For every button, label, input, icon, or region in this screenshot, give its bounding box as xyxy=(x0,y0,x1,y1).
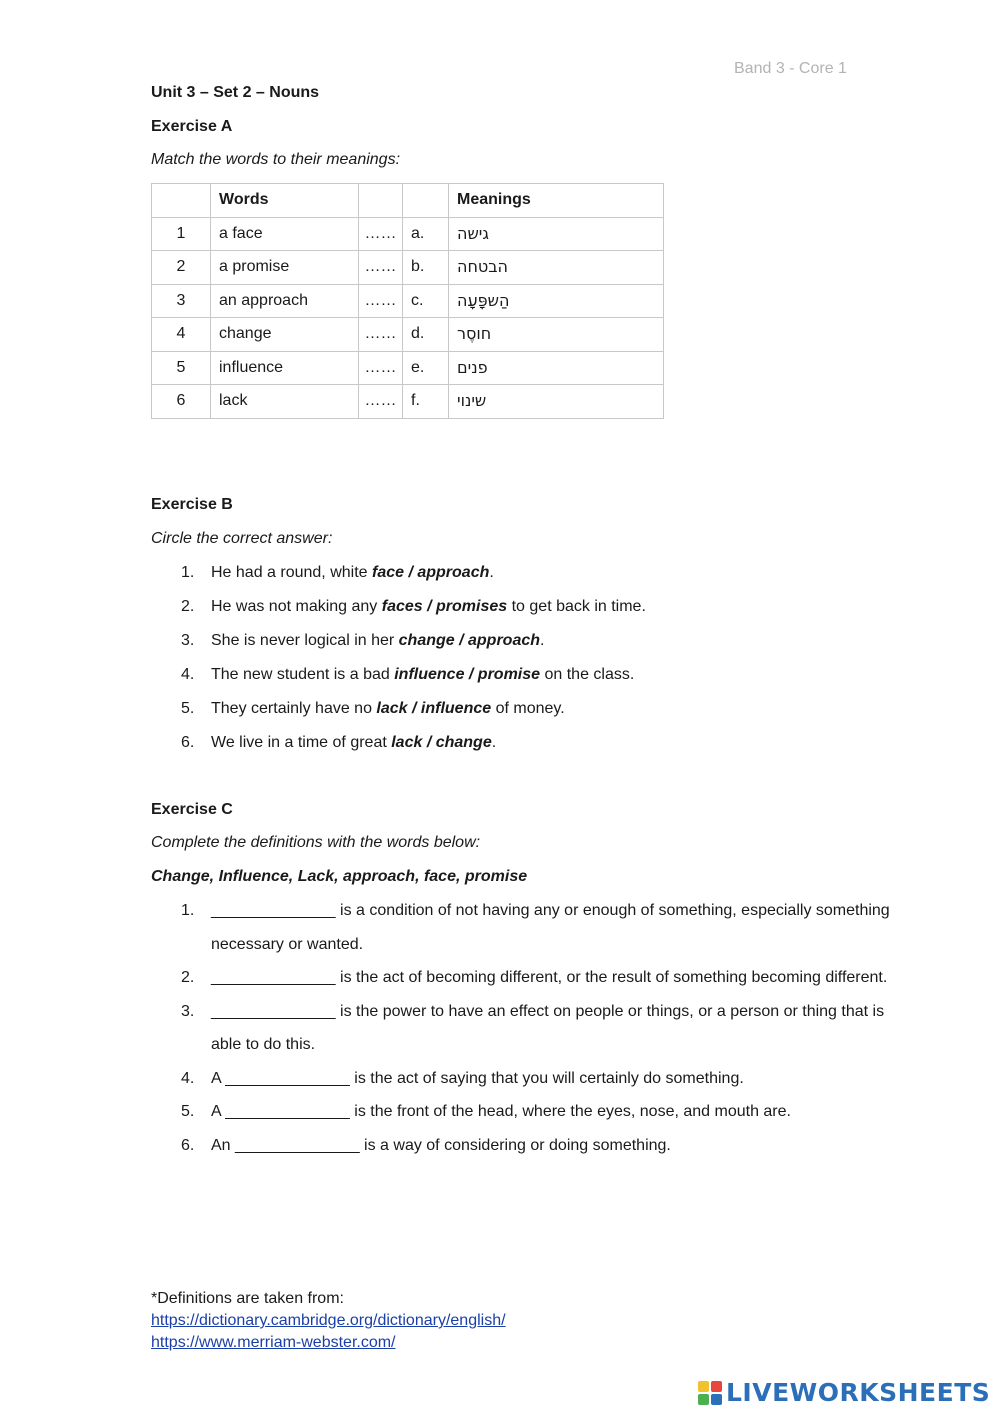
list-item xyxy=(151,961,911,995)
row-word: a face xyxy=(211,217,359,251)
row-meaning xyxy=(449,385,664,419)
header-cell-blank xyxy=(359,184,403,218)
row-answer-blank[interactable]: …… xyxy=(359,251,403,285)
row-answer-blank[interactable]: …… xyxy=(359,217,403,251)
word-bank: Change, Influence, Lack, approach, face, promise xyxy=(151,868,528,885)
item-number: 1. xyxy=(181,564,195,581)
list-item xyxy=(151,995,911,1062)
row-number: 1 xyxy=(152,217,211,251)
definition-text[interactable]: A ______________ is the act of saying that you will certainly do something. xyxy=(211,1069,744,1087)
answer-choice[interactable]: faces / promises xyxy=(381,598,508,615)
exercise-b-instruction: Circle the correct answer: xyxy=(151,530,333,547)
row-answer-blank[interactable]: …… xyxy=(359,385,403,419)
item-text-after: . xyxy=(540,632,545,649)
item-text-after: of money. xyxy=(491,700,565,717)
matching-table xyxy=(151,183,664,419)
exercise-b-list xyxy=(151,565,646,769)
answer-choice[interactable]: lack / change xyxy=(391,734,492,751)
item-text-before: The new student is a bad xyxy=(211,666,395,683)
row-word: an approach xyxy=(211,284,359,318)
row-number: 4 xyxy=(152,318,211,352)
item-text-after: to get back in time. xyxy=(507,598,646,615)
item-number: 2. xyxy=(181,598,195,615)
list-item xyxy=(151,1062,911,1096)
item-number: 5. xyxy=(181,1103,195,1120)
list-item xyxy=(151,1129,911,1163)
table-row xyxy=(152,385,664,419)
table-row xyxy=(152,351,664,385)
hebrew-meaning: הַשפָּעָה xyxy=(457,290,510,310)
list-item xyxy=(151,667,646,701)
hebrew-meaning: שינוי xyxy=(457,391,487,411)
list-item xyxy=(151,633,646,667)
list-item xyxy=(151,701,646,735)
answer-choice[interactable]: influence / promise xyxy=(394,666,541,683)
header-cell-num xyxy=(152,184,211,218)
list-item xyxy=(151,565,646,599)
hebrew-meaning: חוסֶר xyxy=(457,324,492,344)
row-word: a promise xyxy=(211,251,359,285)
logo-text: LIVEWORKSHEETS xyxy=(726,1378,991,1407)
row-letter: c. xyxy=(403,284,449,318)
exercise-c-list xyxy=(151,894,911,1162)
exercise-b-heading: Exercise B xyxy=(151,496,233,513)
definition-text[interactable]: ______________ is the act of becoming different, or the result of something becoming different. xyxy=(211,969,888,986)
definition-text[interactable]: An ______________ is a way of considering or doing something. xyxy=(211,1136,671,1154)
row-letter: d. xyxy=(403,318,449,352)
exercise-a-instruction: Match the words to their meanings: xyxy=(151,151,401,168)
item-text-before: We live in a time of great xyxy=(211,734,392,751)
row-word: influence xyxy=(211,351,359,385)
footer-note: *Definitions are taken from: xyxy=(151,1290,344,1307)
row-letter: a. xyxy=(403,217,449,251)
definition-text[interactable]: A ______________ is the front of the head, where the eyes, nose, and mouth are. xyxy=(211,1103,791,1120)
item-number: 2. xyxy=(181,969,195,986)
row-letter: b. xyxy=(403,251,449,285)
list-item xyxy=(151,1095,911,1129)
item-number: 6. xyxy=(181,1136,195,1154)
exercise-c-heading: Exercise C xyxy=(151,801,233,818)
hebrew-meaning: פנים xyxy=(457,357,488,377)
exercise-c-instruction: Complete the definitions with the words below: xyxy=(151,834,481,851)
merriam-webster-link[interactable]: https://www.merriam-webster.com/ xyxy=(151,1334,396,1351)
list-item xyxy=(151,894,911,961)
table-header-row xyxy=(152,184,664,218)
header-band-label: Band 3 - Core 1 xyxy=(734,60,847,77)
row-word: lack xyxy=(211,385,359,419)
row-word: change xyxy=(211,318,359,352)
list-item xyxy=(151,735,646,769)
row-answer-blank[interactable]: …… xyxy=(359,284,403,318)
header-cell-letter xyxy=(403,184,449,218)
row-answer-blank[interactable]: …… xyxy=(359,318,403,352)
header-cell-words: Words xyxy=(211,184,359,218)
hebrew-meaning: הבטחה xyxy=(457,257,508,277)
row-number: 3 xyxy=(152,284,211,318)
item-text-before: She is never logical in her xyxy=(211,632,399,649)
answer-choice[interactable]: lack / influence xyxy=(376,700,492,717)
item-number: 5. xyxy=(181,700,195,717)
cambridge-link[interactable]: https://dictionary.cambridge.org/dictionary/english/ xyxy=(151,1312,506,1329)
page-title: Unit 3 – Set 2 – Nouns xyxy=(151,84,320,101)
item-number: 6. xyxy=(181,734,195,751)
hebrew-meaning: גישה xyxy=(457,223,489,243)
logo-grid-icon xyxy=(698,1381,722,1405)
row-meaning xyxy=(449,251,664,285)
definition-text[interactable]: ______________ is a condition of not having any or enough of something, especially something necessary or wanted. xyxy=(211,902,890,953)
item-number: 3. xyxy=(181,632,195,649)
row-number: 2 xyxy=(152,251,211,285)
row-answer-blank[interactable]: …… xyxy=(359,351,403,385)
row-meaning xyxy=(449,318,664,352)
table-row xyxy=(152,318,664,352)
row-number: 6 xyxy=(152,385,211,419)
item-number: 4. xyxy=(181,666,195,683)
item-number: 1. xyxy=(181,902,195,919)
row-meaning xyxy=(449,351,664,385)
table-row xyxy=(152,251,664,285)
row-number: 5 xyxy=(152,351,211,385)
exercise-a-heading: Exercise A xyxy=(151,118,233,135)
list-item xyxy=(151,599,646,633)
answer-choice[interactable]: face / approach xyxy=(372,564,490,581)
table-row xyxy=(152,217,664,251)
item-text-after: . xyxy=(491,734,497,751)
row-meaning xyxy=(449,284,664,318)
row-letter: e. xyxy=(403,351,449,385)
item-text-before: He was not making any xyxy=(211,598,382,615)
liveworksheets-logo[interactable] xyxy=(698,1378,990,1407)
header-cell-meanings: Meanings xyxy=(449,184,664,218)
definition-text[interactable]: ______________ is the power to have an effect on people or things, or a person or thing that is able to do this. xyxy=(211,1002,885,1053)
item-text-after: on the class. xyxy=(540,666,635,683)
item-text-before: They certainly have no xyxy=(211,700,377,717)
row-letter: f. xyxy=(403,385,449,419)
item-text-before: He had a round, white xyxy=(211,564,372,581)
table-row xyxy=(152,284,664,318)
item-number: 4. xyxy=(181,1069,195,1087)
row-meaning xyxy=(449,217,664,251)
item-number: 3. xyxy=(181,1002,195,1020)
item-text-after: . xyxy=(489,564,494,581)
footer-sources xyxy=(151,1288,506,1354)
answer-choice[interactable]: change / approach xyxy=(398,632,541,649)
